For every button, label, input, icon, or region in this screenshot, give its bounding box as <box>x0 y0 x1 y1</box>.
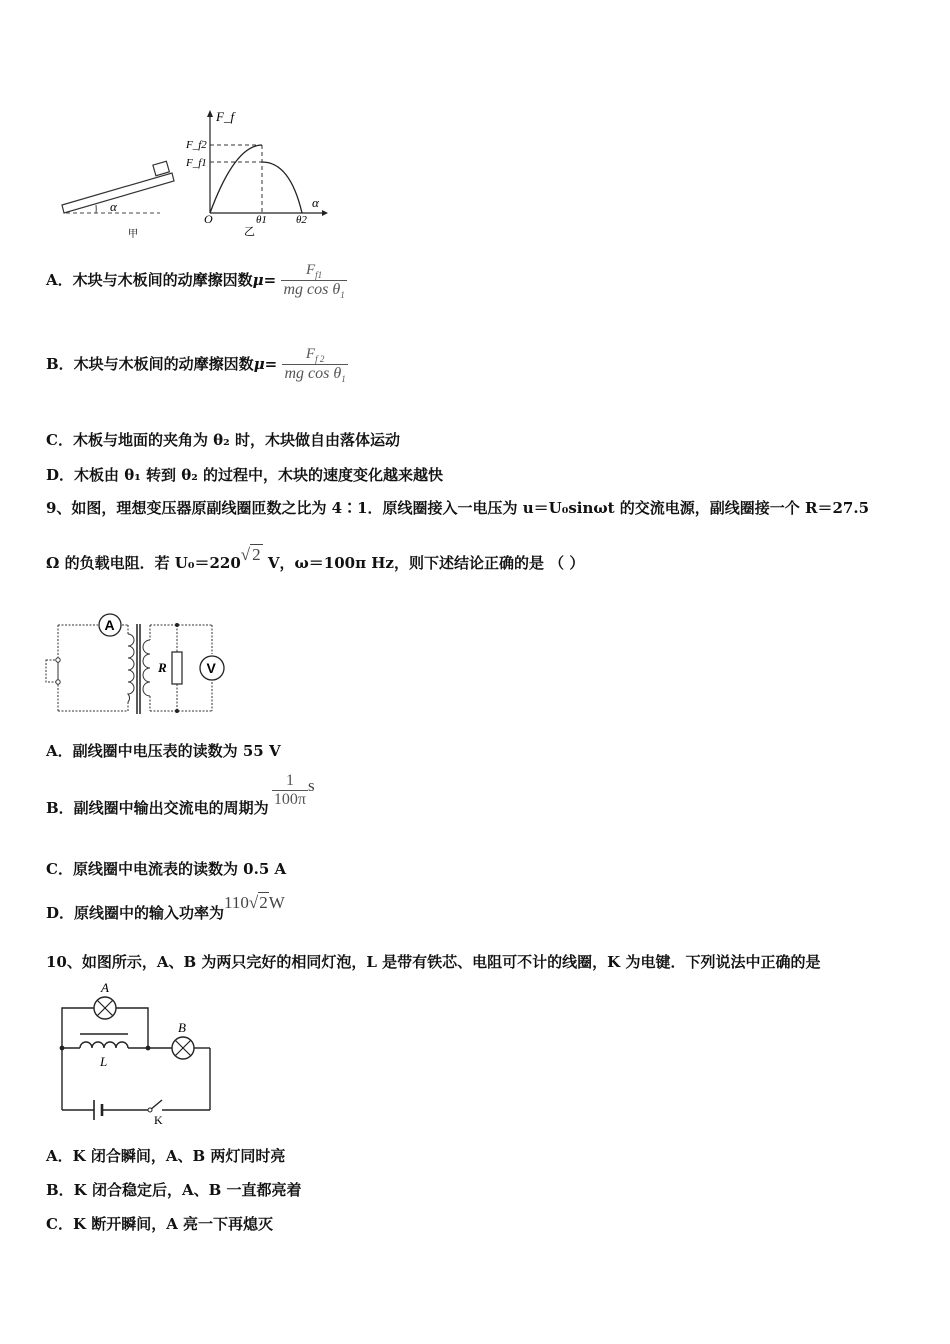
origin-label: O <box>204 212 213 226</box>
q10-option-a: A．K 闭合瞬间，A、B 两灯同时亮 <box>46 1147 286 1165</box>
q9-option-b-fraction: $\frac{1}{100\pi}$ <box>273 772 306 808</box>
ff1-label: F_f1 <box>186 157 207 169</box>
resistor-label: R <box>158 660 167 675</box>
inductor-label: L <box>100 1054 108 1069</box>
q8-option-c: C．木板与地面的夹角为 θ₂ 时，木块做自由落体运动 <box>46 431 400 449</box>
theta2-label: θ2 <box>296 214 307 226</box>
q9-option-d: D．原线圈中的输入功率为110√2W <box>46 893 285 922</box>
q10-option-c: C．K 断开瞬间，A 亮一下再熄灭 <box>46 1215 274 1233</box>
y-axis-label: F_f <box>216 109 235 124</box>
q10-stem: 10、如图所示，A、B 为两只完好的相同灯泡，L 是带有铁芯、电阻可不计的线圈，K 为电键．下列说法中正确的是 <box>46 953 821 971</box>
friction-graph <box>185 109 328 238</box>
x-axis-label: α <box>312 195 319 210</box>
q8-option-d: D．木板由 θ₁ 转到 θ₂ 的过程中，木块的速度变化越来越快 <box>46 466 444 484</box>
voltmeter-label: V <box>206 660 216 676</box>
switch-label: K <box>154 1113 163 1127</box>
sqrt-symbol: √ 2 <box>240 545 261 564</box>
q9-stem-line2: Ω 的负载电阻．若 U₀＝220√ 2 V，ω＝100π Hz，则下述结论正确的是 （ ） <box>46 545 585 572</box>
q8-option-a: A．木块与木板间的动摩擦因数μ= $\frac{F_{f1}}{mg \cos \theta_1}$ <box>46 262 345 301</box>
q8-option-b-fraction: $\frac{F_{f 2}}{mg \cos \theta_1}$ <box>284 346 346 385</box>
caption-left: 甲 <box>128 229 138 240</box>
ammeter-label: A <box>104 617 115 633</box>
q9-option-a: A．副线圈中电压表的读数为 55 V <box>46 742 281 760</box>
theta1-label: θ1 <box>256 214 267 226</box>
ff2-label: F_f2 <box>186 139 207 151</box>
q9-stem-line1: 9、如图，理想变压器原副线圈匝数之比为 4∶1．原线圈接入一电压为 u＝U₀sinωt 的交流电源，副线圈接一个 R＝27.5 <box>46 499 870 517</box>
lamp-a-label: A <box>101 980 109 995</box>
q8-figure <box>40 105 350 245</box>
incline-board <box>62 161 174 240</box>
q8-option-a-fraction: $\frac{F_{f1}}{mg \cos \theta_1}$ <box>283 262 345 301</box>
caption-right: 乙 <box>244 225 255 238</box>
angle-label: α <box>110 199 117 214</box>
q8-option-b: B．木块与木板间的动摩擦因数μ= $\frac{F_{f 2}}{mg \cos \theta_1}$ <box>46 346 346 385</box>
sqrt-symbol: √2 <box>248 893 268 912</box>
q10-option-b: B．K 闭合稳定后，A、B 一直都亮着 <box>46 1181 302 1199</box>
lamp-b-label: B <box>178 1020 186 1035</box>
q9-option-b: B．副线圈中输出交流电的周期为 $\frac{1}{100\pi}$ s <box>46 772 315 817</box>
q10-circuit <box>50 978 220 1128</box>
q9-option-c: C．原线圈中电流表的读数为 0.5 A <box>46 860 287 878</box>
q9-transformer-circuit <box>40 610 240 718</box>
